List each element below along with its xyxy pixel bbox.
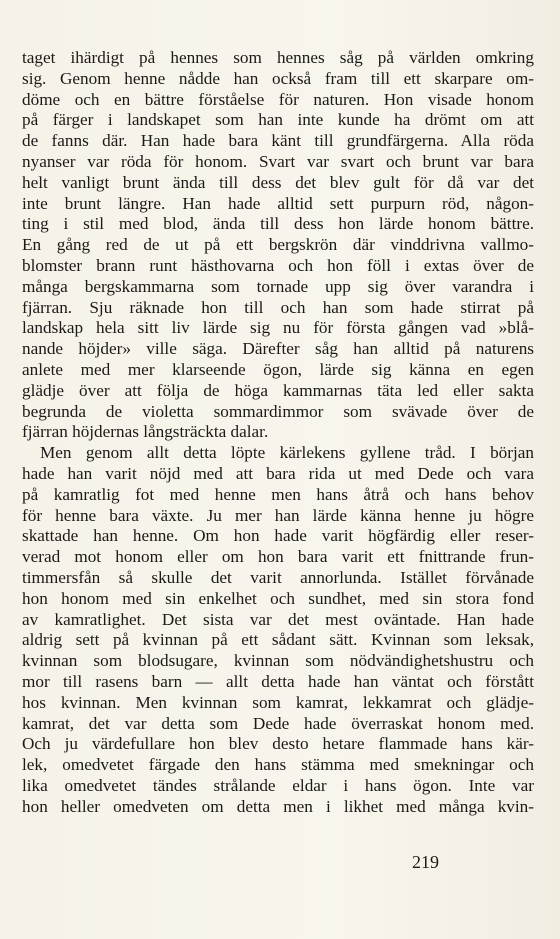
text-line: sig. Genom henne nådde han också fram till ett skarpare om- [22,68,534,88]
text-line: landskap hela sitt liv lärde sig nu för första gången vad »blå- [22,318,534,338]
text-line: hade han varit nöjd med att bara rida ut med Dede och vara [22,463,534,483]
text-line: skattade han henne. Om hon hade varit högfärdig eller reser- [22,526,534,546]
text-line: En gång red de ut på ett bergskrön där vinddrivna vallmo- [22,235,534,255]
text-line: hon honom med sin enkelhet och sundhet, med sin stora fond [22,588,534,608]
paragraph-end-line: fjärran höjdernas långsträckta dalar. [22,422,269,442]
text-line: blomster brann runt hästhovarna och hon föll i extas över de [22,255,534,275]
text-line: verad mot honom eller om hon bara varit ett fnittrande frun- [22,547,534,567]
text-line: för henne bara växte. Ju mer han lärde känna henne ju högre [22,505,534,525]
page-number: 219 [412,852,439,872]
text-line: taget ihärdigt på hennes som hennes såg på världen omkring [22,48,534,67]
text-line: på färger i landskapet som han inte kunde ha drömt om att [22,110,534,130]
text-line: fjärran. Sju räknade hon till och han som hade stirrat på [22,297,534,317]
text-line: de fanns där. Han hade bara känt till grundfärgerna. Alla röda [22,131,534,151]
text-line: Och ju värdefullare hon blev desto hetare flammade hans kär- [22,734,534,754]
text-line: döme och en bättre förståelse för naturen. Hon visade honom [22,89,534,109]
body-text [22,48,534,817]
text-line: inte brunt längre. Han hade alltid sett purpurn röd, någon- [22,193,534,213]
text-line: helt vanligt brunt ända till dess det blev gult för då var det [22,172,534,192]
text-line: på kamratlig fot med henne men hans åtrå och hans behov [22,484,534,504]
text-line: nyanser var röda för honom. Svart var svart och brunt var bara [22,151,534,171]
text-line: ting i stil med blod, ända till dess hon lärde honom bättre. [22,214,534,234]
text-line: nande höjder» ville säga. Därefter såg han alltid på naturens [22,339,534,359]
text-line: många bergskammarna som tornade upp sig över varandra i [22,276,534,296]
text-line: av kamratlighet. Det sista var det mest oväntade. Han hade [22,609,534,629]
text-line: lika omedvetet tändes strålande eldar i hans ögon. Inte var [22,775,534,795]
text-line: begrunda de violetta sommardimmor som svävade över de [22,401,534,421]
text-line: kamrat, det var detta som Dede hade överraskat honom med. [22,713,534,733]
text-line: anlete med mer klarseende ögon, lärde sig känna en egen [22,359,534,379]
text-line: aldrig sett på kvinnan på ett sådant sätt. Kvinnan som leksak, [22,630,534,650]
text-line: hos kvinnan. Men kvinnan som kamrat, lekkamrat och glädje- [22,692,534,712]
text-line: kvinnan som blodsugare, kvinnan som nödvändighetshustru och [22,651,534,671]
text-line: timmersfån så skulle det varit annorlunda. Istället förvånade [22,567,534,587]
text-line: glädje över att följa de höga kammarnas täta led eller sakta [22,380,534,400]
text-line: hon heller omedveten om detta men i likhet med många kvin- [22,796,534,816]
text-line: mor till rasens barn — allt detta hade han väntat och förstått [22,671,534,691]
text-line: lek, omedvetet färgade den hans stämma med smekningar och [22,755,534,775]
paragraph-start-line: Men genom allt detta löpte kärlekens gyllene tråd. I början [40,443,534,463]
